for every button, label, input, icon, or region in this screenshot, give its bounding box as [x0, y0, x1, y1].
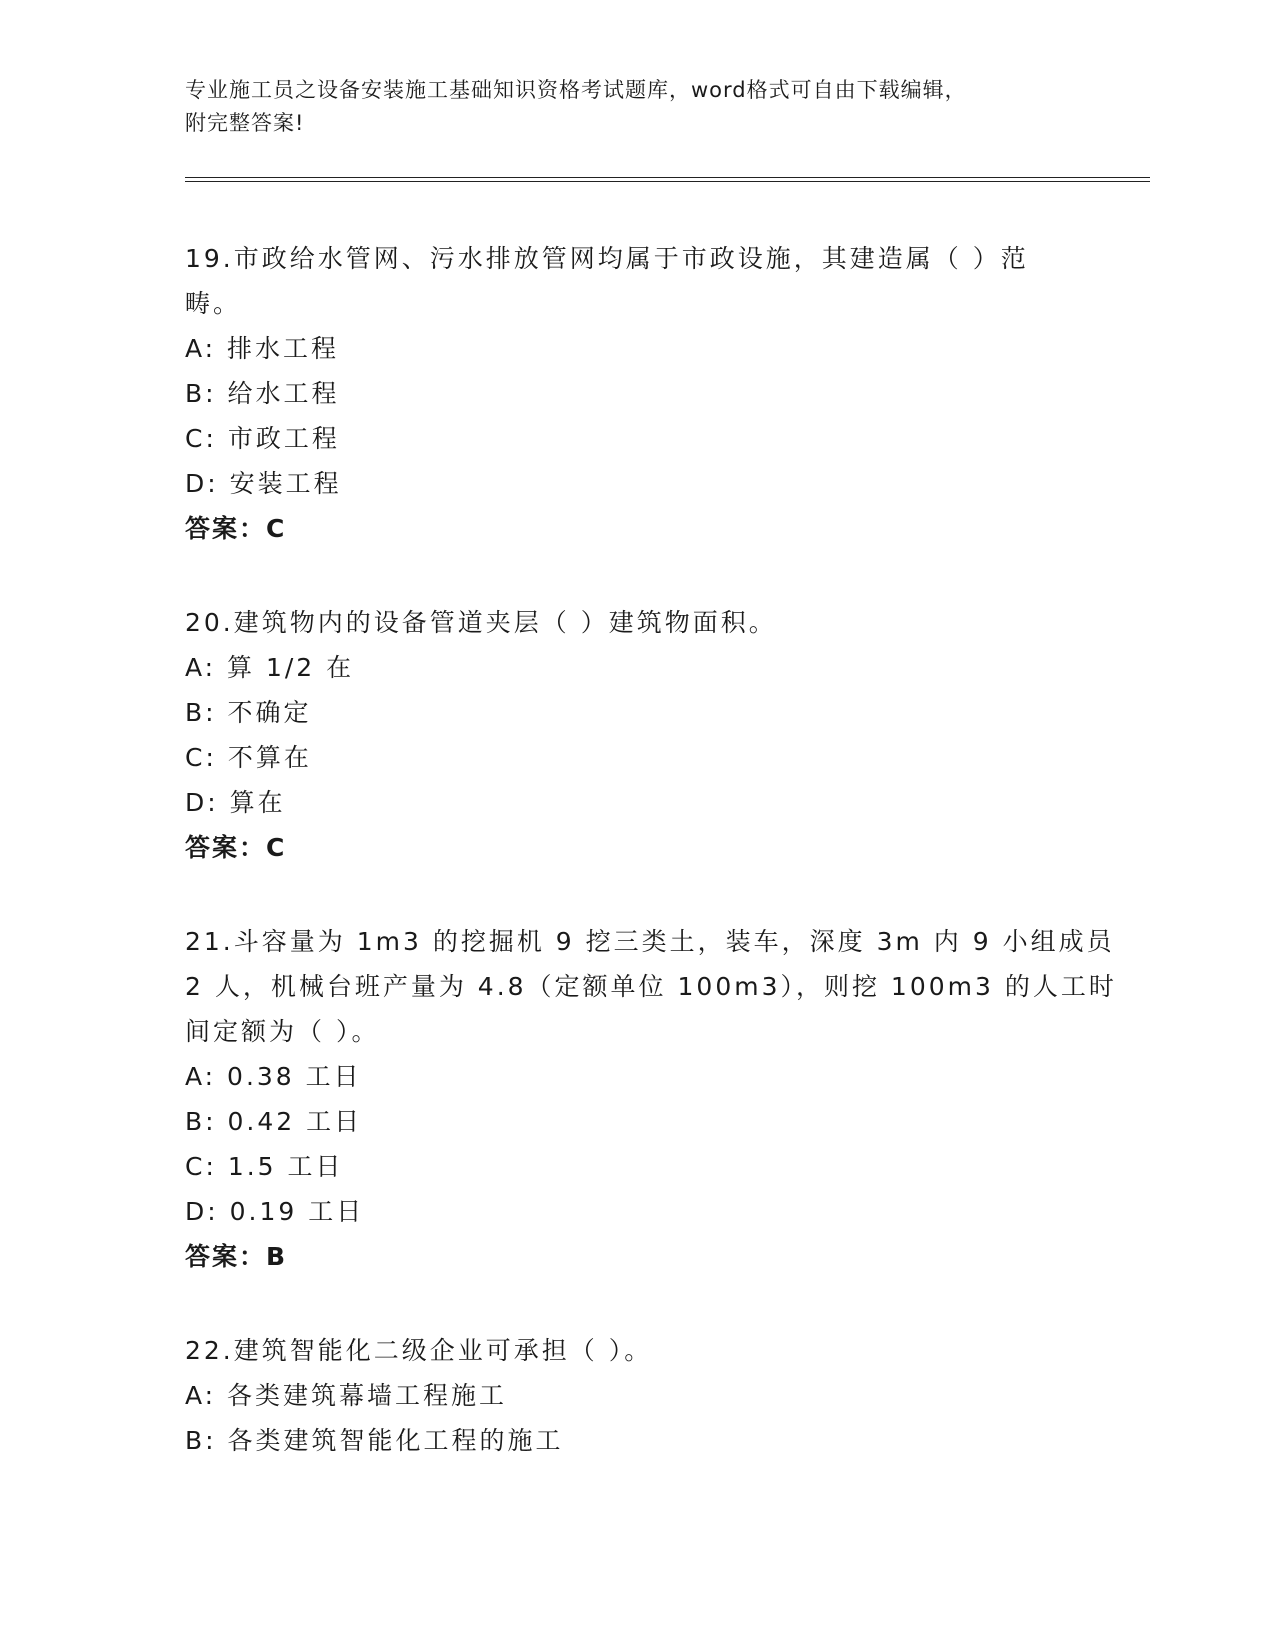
- header-line-2: 附完整答案!: [185, 111, 305, 135]
- option-b: B: 0.42 工日: [185, 1107, 363, 1136]
- option-c: C: 不算在: [185, 743, 312, 772]
- question-21: [185, 919, 1117, 1280]
- answer-label: 答案：B: [185, 1242, 288, 1271]
- option-c: C: 1.5 工日: [185, 1152, 344, 1181]
- option-a: A: 排水工程: [185, 334, 340, 363]
- question-20: [185, 600, 1065, 871]
- question-text-line: 20.建筑物内的设备管道夹层（ ）建筑物面积。: [185, 608, 777, 637]
- header-line-1: 专业施工员之设备安装施工基础知识资格考试题库，word格式可自由下载编辑，: [185, 78, 967, 102]
- question-text-line: 2 人，机械台班产量为 4.8（定额单位 100m3），则挖 100m3 的人工时: [185, 972, 1117, 1001]
- option-d: D: 算在: [185, 788, 286, 817]
- option-d: D: 0.19 工日: [185, 1197, 365, 1226]
- document-header: [185, 74, 1085, 140]
- question-text-line: 19.市政给水管网、污水排放管网均属于市政设施，其建造属（ ）范: [185, 244, 1029, 273]
- answer-label: 答案：C: [185, 833, 287, 862]
- question-text-line: 22.建筑智能化二级企业可承担（ ）。: [185, 1336, 653, 1365]
- question-22: [185, 1328, 1065, 1463]
- answer-label: 答案：C: [185, 514, 287, 543]
- question-19: [185, 236, 1065, 552]
- question-list: [185, 236, 1117, 1511]
- option-b: B: 给水工程: [185, 379, 340, 408]
- option-c: C: 市政工程: [185, 424, 340, 453]
- header-divider: [185, 177, 1150, 182]
- option-a: A: 算 1/2 在: [185, 653, 355, 682]
- question-text-line: 畴。: [185, 289, 242, 318]
- option-a: A: 各类建筑幕墙工程施工: [185, 1381, 508, 1410]
- question-text-line: 21.斗容量为 1m3 的挖掘机 9 挖三类土，装车，深度 3m 内 9 小组成员: [185, 927, 1115, 956]
- option-b: B: 不确定: [185, 698, 312, 727]
- question-text-line: 间定额为（ ）。: [185, 1017, 380, 1046]
- option-d: D: 安装工程: [185, 469, 342, 498]
- option-a: A: 0.38 工日: [185, 1062, 362, 1091]
- option-b: B: 各类建筑智能化工程的施工: [185, 1426, 564, 1455]
